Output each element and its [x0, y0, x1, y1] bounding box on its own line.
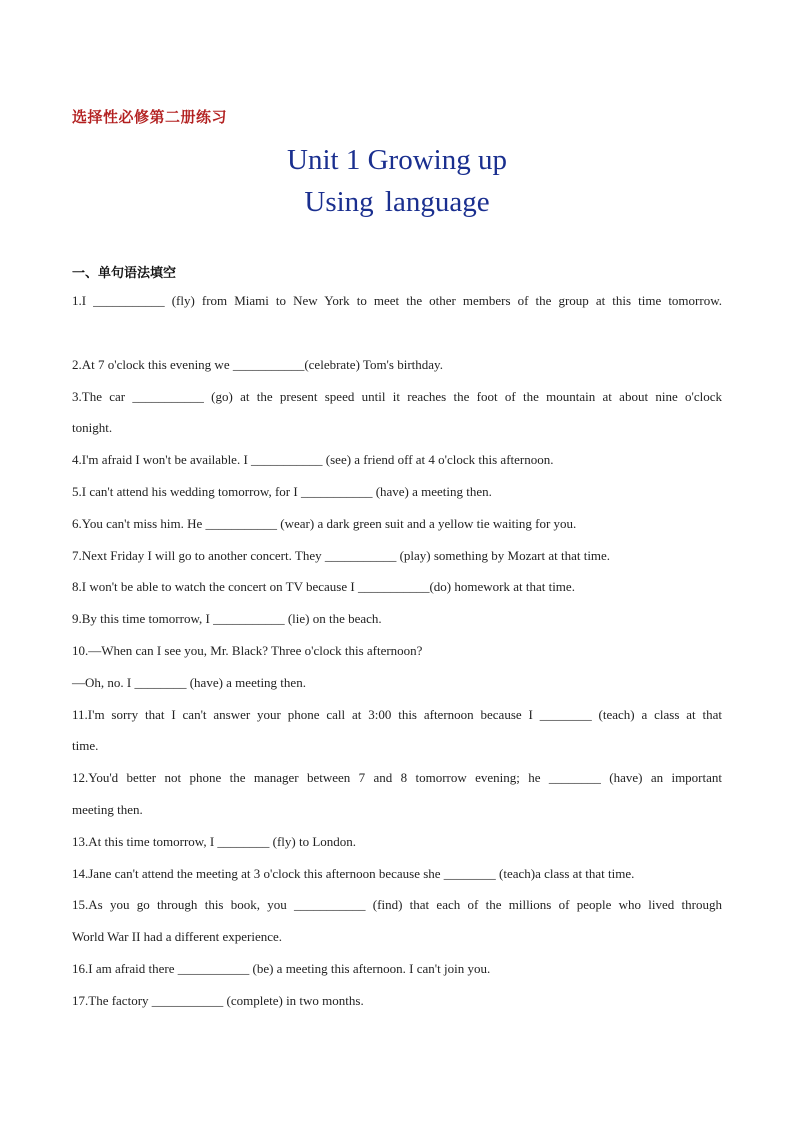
question-line: time. [72, 738, 99, 753]
question-line: —Oh, no. I ________ (have) a meeting then. [72, 675, 306, 690]
question-line: 6.You can't miss him. He ___________ (wear) a dark green suit and a yellow tie waiting for you. [72, 516, 577, 531]
question-line: 3.The car ___________ (go) at the present speed until it reaches the foot of the mountain at about nine o'clock [72, 389, 722, 404]
question-line: tonight. [72, 420, 113, 435]
section-heading: 一、单句语法填空 [72, 266, 177, 281]
question-line: 2.At 7 o'clock this evening we ___________(celebrate) Tom's birthday. [72, 357, 443, 372]
question-line: 16.I am afraid there ___________ (be) a meeting this afternoon. I can't join you. [72, 961, 491, 976]
question-line: 11.I'm sorry that I can't answer your phone call at 3:00 this afternoon because I ________ (teach) a class at that [72, 707, 722, 722]
question-line: 5.I can't attend his wedding tomorrow, for I ___________ (have) a meeting then. [72, 484, 492, 499]
question-line: 7.Next Friday I will go to another concert. They ___________ (play) something by Mozart at that time. [72, 548, 611, 563]
lesson-subtitle: Using language [304, 186, 490, 218]
question-line: meeting then. [72, 802, 143, 817]
unit-title: Unit 1 Growing up [287, 144, 507, 176]
question-line: 8.I won't be able to watch the concert on TV because I ___________(do) homework at that time. [72, 579, 575, 594]
question-line: 9.By this time tomorrow, I ___________ (lie) on the beach. [72, 611, 382, 626]
question-line: World War II had a different experience. [72, 929, 283, 944]
question-line: 4.I'm afraid I won't be available. I ___________ (see) a friend off at 4 o'clock this afternoon. [72, 452, 554, 467]
worksheet-series-label: 选择性必修第二册练习 [72, 108, 228, 126]
question-line: 14.Jane can't attend the meeting at 3 o'clock this afternoon because she ________ (teach)a class at that time. [72, 866, 635, 881]
question-line: 10.—When can I see you, Mr. Black? Three o'clock this afternoon? [72, 643, 423, 658]
question-line: 15.As you go through this book, you ___________ (find) that each of the millions of people who lived through [72, 897, 722, 912]
question-line: 17.The factory ___________ (complete) in two months. [72, 993, 364, 1008]
question-line: 1.I ___________ (fly) from Miami to New York to meet the other members of the group at this time tomorrow. [72, 293, 722, 308]
question-line: 13.At this time tomorrow, I ________ (fly) to London. [72, 834, 357, 849]
question-line: 12.You'd better not phone the manager between 7 and 8 tomorrow evening; he ________ (have) an important [72, 770, 722, 785]
